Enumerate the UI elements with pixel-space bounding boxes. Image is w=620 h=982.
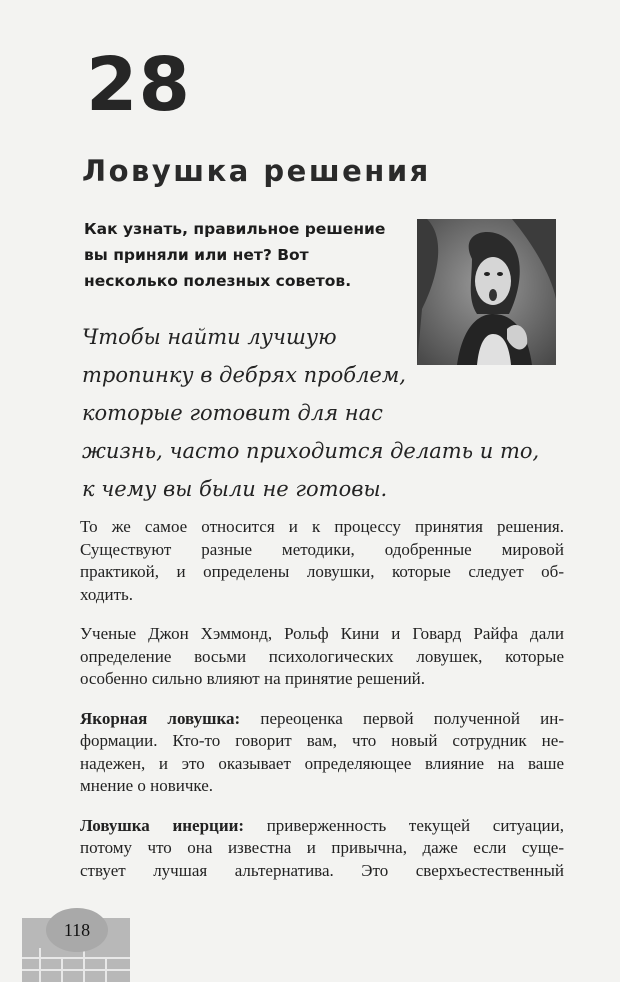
paragraph xyxy=(80,516,564,606)
chapter-number: 28 xyxy=(86,42,191,128)
text-line: Существуют разные методики, одобренные мировой xyxy=(80,539,564,559)
text-line xyxy=(80,815,564,838)
quote-line: которые готовит для нас xyxy=(82,401,383,425)
term-anchor-trap: Якорная ловушка: xyxy=(80,708,241,728)
text-line: особенно сильно влияют на принятие решений. xyxy=(80,669,426,688)
quote-line: жизнь, часто приходится делать и то, xyxy=(82,439,540,463)
body-text xyxy=(80,516,564,882)
paragraph xyxy=(80,708,564,798)
chapter-title: Ловушка решения xyxy=(82,154,431,188)
term-inertia-trap: Ловушка инерции: xyxy=(80,815,245,835)
lead-line: вы приняли или нет? Вот xyxy=(84,246,309,264)
quote-line: Чтобы найти лучшую xyxy=(82,325,337,349)
text-line xyxy=(80,708,564,731)
text-line: мнение о новичке. xyxy=(80,776,214,795)
paragraph xyxy=(80,815,564,883)
text-line: формации. Кто-то говорит вам, что новый сотрудник не- xyxy=(80,731,564,750)
text-line: То же самое относится и к процессу принятия решения. xyxy=(80,517,564,536)
text-line: Ученые Джон Хэммонд, Рольф Кини и Говард Райфа дали xyxy=(80,624,564,643)
quote-line: тропинку в дебрях проблем, xyxy=(82,363,406,387)
text-line: потому что она известна и привычна, даже если суще- xyxy=(80,838,564,857)
text-line: определение восьми психологических ловушек, которые xyxy=(80,646,564,666)
text-line: ходить. xyxy=(80,584,134,604)
text-line: практикой, и определены ловушки, которые следует об- xyxy=(80,562,564,581)
page-number: 118 xyxy=(46,908,108,952)
lead-line: Как узнать, правильное решение xyxy=(84,220,386,238)
lead-text xyxy=(84,216,404,294)
paragraph xyxy=(80,623,564,691)
epigraph-quote xyxy=(82,318,540,508)
text-line: надежен, и это оказывает определяющее влияние на ваше xyxy=(80,753,564,773)
term-definition: переоценка первой полученной ин- xyxy=(240,708,564,728)
lead-line: несколько полезных советов. xyxy=(84,272,352,290)
quote-line: к чему вы были не готовы. xyxy=(82,477,388,501)
text-line: ствует лучшая альтернатива. Это сверхъестественный xyxy=(80,860,564,880)
term-definition: приверженность текущей ситуации, xyxy=(244,815,564,835)
